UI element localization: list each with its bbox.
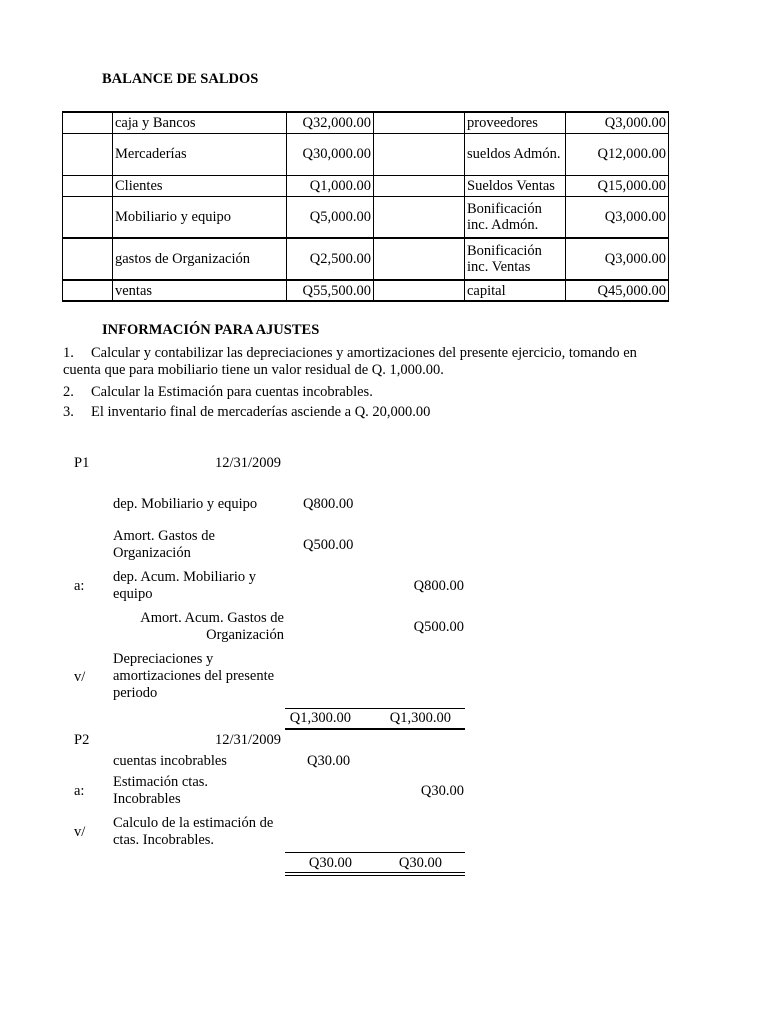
total-top-rule: [285, 708, 465, 709]
credit-marker: a:: [74, 578, 85, 594]
total-credit: Q1,300.00: [389, 710, 451, 726]
credit-amount: Q500.00: [413, 619, 464, 635]
account-amount: Q3,000.00: [566, 196, 669, 238]
info-item-2: [63, 384, 373, 401]
credit-account-label: [113, 610, 284, 644]
entry-description: Depreciaciones y amortizaciones del presente periodo: [113, 651, 275, 701]
debit-account-label: Amort. Gastos de Organización: [113, 528, 215, 561]
account-label: Bonificación inc. Admón.: [465, 196, 566, 238]
table-row: [63, 133, 669, 175]
entry-code: P2: [74, 732, 90, 748]
info-item-text: El inventario final de mercaderías asciende a Q. 20,000.00: [91, 404, 431, 420]
credit-account-label: dep. Acum. Mobiliario y equipo: [113, 569, 256, 602]
info-item-text: Calcular y contabilizar las depreciaciones y amortizaciones del presente ejercicio, tomando en cuenta que para mobiliario tiene un valor residual de Q. 1,000.00.: [63, 345, 637, 378]
total-bottom-rule: [285, 728, 465, 730]
info-item-3: [63, 404, 431, 421]
account-amount: Q32,000.00: [287, 112, 374, 133]
info-item-1: [63, 345, 673, 379]
description-marker: v/: [74, 669, 86, 685]
account-amount: Q1,000.00: [287, 175, 374, 196]
account-label: Clientes: [113, 175, 287, 196]
entry-date: 12/31/2009: [215, 455, 282, 471]
debit-amount: Q500.00: [303, 537, 354, 553]
account-label: Bonificación inc. Ventas: [465, 238, 566, 280]
balance-title: BALANCE DE SALDOS: [102, 71, 259, 87]
total-debit: Q30.00: [308, 855, 352, 871]
account-label: gastos de Organización: [113, 238, 287, 280]
total-debit: Q1,300.00: [289, 710, 351, 726]
table-row: [63, 175, 669, 196]
debit-account-label: dep. Mobiliario y equipo: [113, 496, 258, 512]
credit-label-line: Amort. Acum. Gastos de: [140, 610, 284, 626]
account-label: Sueldos Ventas: [465, 175, 566, 196]
account-label: proveedores: [465, 112, 566, 133]
account-label: Mercaderías: [113, 133, 287, 175]
table-row: [63, 112, 669, 133]
table-row: [63, 238, 669, 280]
account-amount: Q45,000.00: [566, 280, 669, 301]
account-amount: Q30,000.00: [287, 133, 374, 175]
account-amount: Q55,500.00: [287, 280, 374, 301]
total-credit: Q30.00: [398, 855, 442, 871]
balance-table: [62, 111, 669, 302]
credit-marker: a:: [74, 783, 85, 799]
account-label: capital: [465, 280, 566, 301]
account-amount: Q12,000.00: [566, 133, 669, 175]
entry-code: P1: [74, 455, 90, 471]
description-marker: v/: [74, 824, 86, 840]
account-amount: Q15,000.00: [566, 175, 669, 196]
account-amount: Q2,500.00: [287, 238, 374, 280]
debit-amount: Q30.00: [307, 753, 351, 769]
credit-amount: Q30.00: [420, 783, 464, 799]
info-item-number: 1.: [63, 345, 74, 361]
debit-amount: Q800.00: [303, 496, 354, 512]
credit-account-label: Estimación ctas. Incobrables: [113, 774, 209, 807]
debit-account-label: cuentas incobrables: [113, 753, 227, 769]
entry-date: 12/31/2009: [215, 732, 282, 748]
total-top-rule: [285, 852, 465, 853]
account-label: Mobiliario y equipo: [113, 196, 287, 238]
account-amount: Q3,000.00: [566, 112, 669, 133]
table-row: [63, 196, 669, 238]
account-label: caja y Bancos: [113, 112, 287, 133]
info-item-text: Calcular la Estimación para cuentas incobrables.: [91, 384, 373, 400]
account-amount: Q5,000.00: [287, 196, 374, 238]
info-item-number: 2.: [63, 384, 74, 400]
info-title: INFORMACIÓN PARA AJUSTES: [102, 322, 320, 338]
account-label: sueldos Admón.: [465, 133, 566, 175]
account-amount: Q3,000.00: [566, 238, 669, 280]
entry-description: Calculo de la estimación de ctas. Incobrables.: [113, 815, 274, 848]
total-double-rule-2: [285, 875, 465, 876]
table-row: [63, 280, 669, 301]
credit-label-line: Organización: [206, 627, 284, 643]
total-double-rule-1: [285, 872, 465, 873]
info-item-number: 3.: [63, 404, 74, 420]
account-label: ventas: [113, 280, 287, 301]
credit-amount: Q800.00: [413, 578, 464, 594]
